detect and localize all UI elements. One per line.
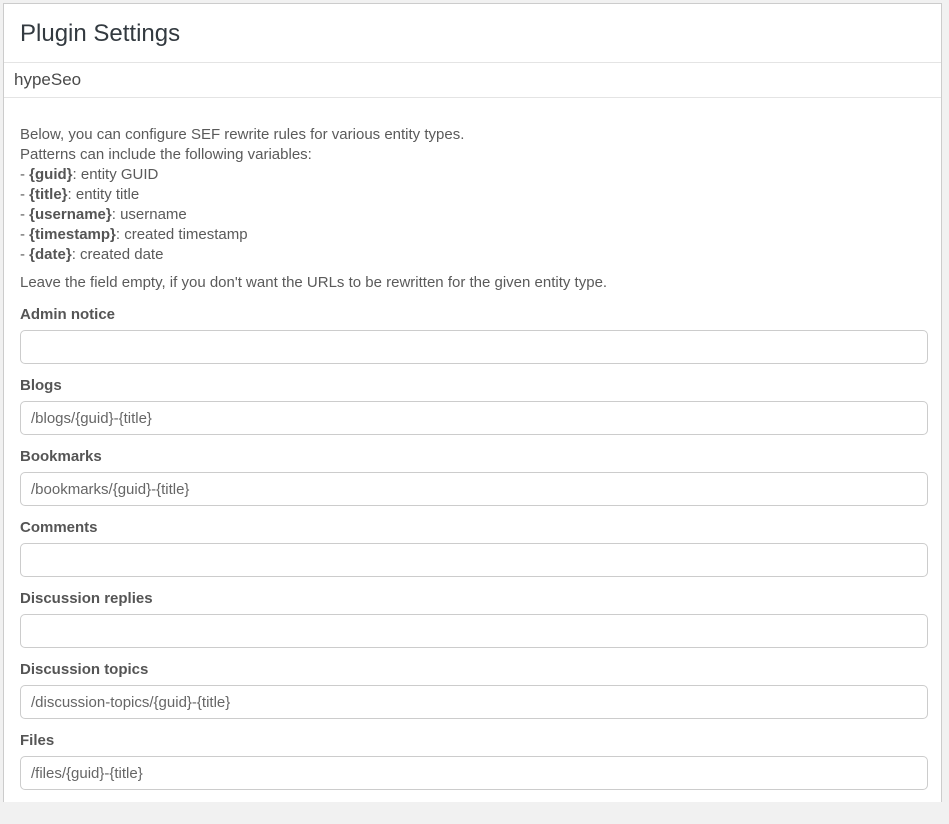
- field-label: Bookmarks: [20, 448, 102, 465]
- plugin-name: hypeSeo: [14, 70, 82, 89]
- form-field: [20, 449, 928, 506]
- variable-token: {timestamp}: [29, 226, 116, 243]
- form-field: [20, 520, 928, 577]
- description-line-1: Below, you can configure SEF rewrite rules for various entity types.: [20, 126, 465, 143]
- field-label: Comments: [20, 519, 98, 536]
- variables-list: [20, 165, 928, 265]
- variable-separator: :: [67, 186, 76, 203]
- field-input[interactable]: [20, 401, 928, 435]
- description-block: [20, 125, 928, 265]
- form-field: [20, 591, 928, 648]
- field-label: Admin notice: [20, 306, 116, 323]
- form-field: [20, 307, 928, 364]
- variable-separator: :: [115, 226, 125, 243]
- variable-separator: :: [111, 206, 121, 223]
- variable-bullet: -: [20, 186, 30, 203]
- variable-description: username: [120, 206, 187, 223]
- field-input[interactable]: [20, 614, 928, 648]
- variable-description: entity title: [75, 186, 140, 203]
- form-field: [20, 733, 928, 790]
- variable-item: [20, 205, 928, 225]
- variable-description: created timestamp: [124, 226, 248, 243]
- field-label: Discussion replies: [20, 590, 153, 607]
- field-label: Blogs: [20, 377, 62, 394]
- field-input[interactable]: [20, 543, 928, 577]
- variable-description: created date: [80, 246, 164, 263]
- variable-token: {title}: [29, 186, 68, 203]
- page-title: Plugin Settings: [4, 4, 941, 63]
- variable-separator: :: [72, 166, 81, 183]
- field-input[interactable]: [20, 472, 928, 506]
- field-input[interactable]: [20, 685, 928, 719]
- field-label: Discussion topics: [20, 661, 149, 678]
- variable-token: {guid}: [29, 166, 73, 183]
- form-field: [20, 378, 928, 435]
- variable-item: [20, 225, 928, 245]
- field-input[interactable]: [20, 330, 928, 364]
- plugin-name-header: [4, 63, 941, 98]
- settings-form: [4, 98, 941, 824]
- variable-separator: :: [71, 246, 81, 263]
- field-input[interactable]: [20, 756, 928, 790]
- variable-token: {date}: [29, 246, 72, 263]
- description-note: Leave the field empty, if you don't want the URLs to be rewritten for the given entity type.: [20, 274, 608, 291]
- form-fields: [20, 307, 928, 790]
- form-field: [20, 662, 928, 719]
- variable-description: entity GUID: [80, 166, 159, 183]
- plugin-settings-panel: [3, 3, 942, 802]
- variable-item: [20, 165, 928, 185]
- variable-item: [20, 245, 928, 265]
- variable-bullet: -: [20, 206, 30, 223]
- description-line-2: Patterns can include the following variables:: [20, 146, 312, 163]
- variable-bullet: -: [20, 246, 30, 263]
- variable-bullet: -: [20, 226, 30, 243]
- variable-item: [20, 185, 928, 205]
- variable-bullet: -: [20, 166, 30, 183]
- variable-token: {username}: [29, 206, 112, 223]
- field-label: Files: [20, 732, 55, 749]
